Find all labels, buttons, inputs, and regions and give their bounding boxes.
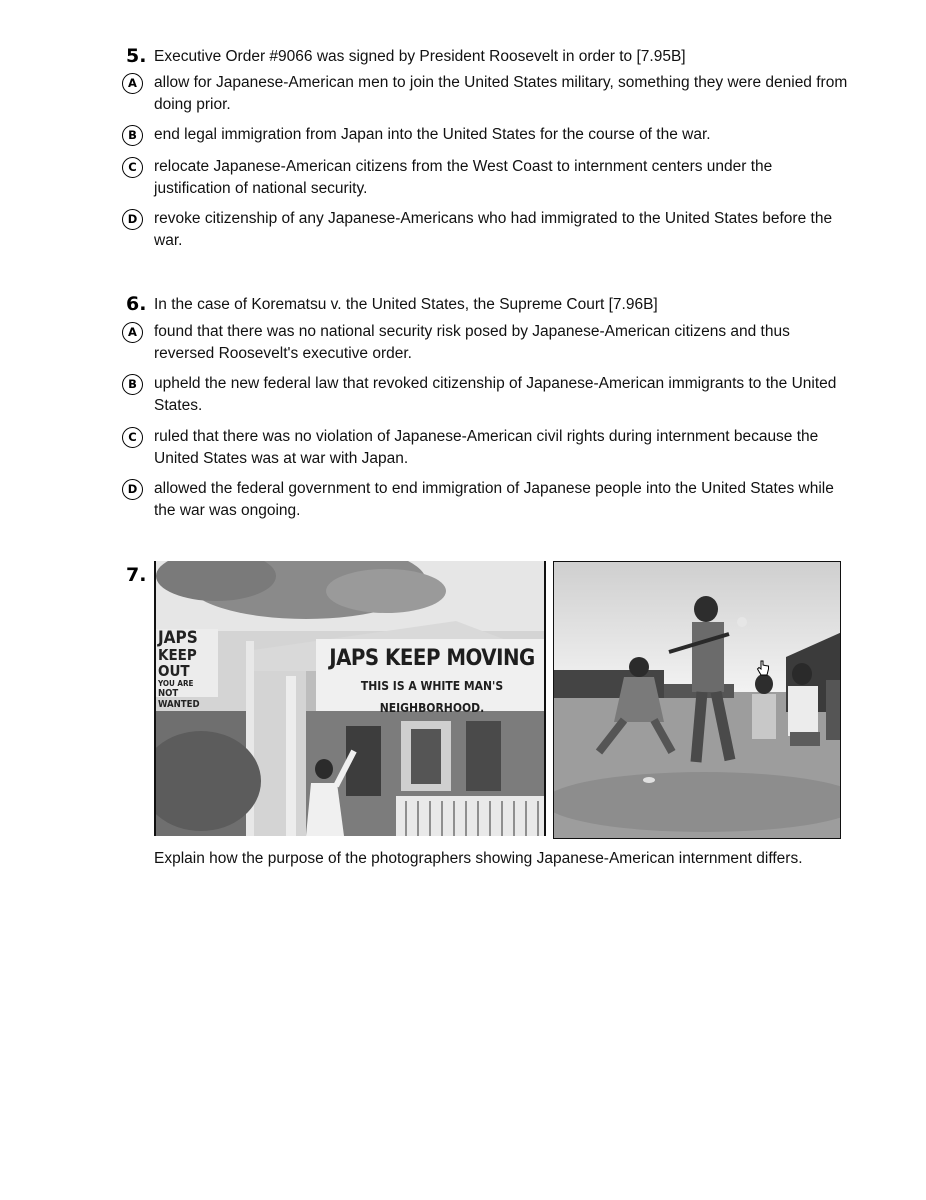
photo-camp-baseball-graphic [554,562,841,839]
option-text[interactable]: upheld the new federal law that revoked citizenship of Japanese-American immigrants to the United States. [154,375,837,414]
photo-camp-baseball [553,561,841,839]
option-text[interactable]: ruled that there was no violation of Japanese-American civil rights during internment because the United States was at war with Japan. [154,428,819,467]
option-badge-c[interactable]: C [122,427,143,448]
question-prompt: Explain how the purpose of the photographers showing Japanese-American internment differs. [154,850,803,867]
sign-small-line: KEEP OUT [158,646,197,680]
question-number: 5. [126,45,147,67]
sign-large-subtitle: THIS IS A WHITE MAN'S NEIGHBORHOOD. [360,679,504,715]
option-text[interactable]: allowed the federal government to end immigration of Japanese people into the United States while the war was ongoing. [154,480,834,519]
option-badge-d[interactable]: D [122,479,143,500]
sign-keep-out [156,628,218,710]
sign-small-line: NOT WANTED [158,688,200,710]
hand-cursor-icon [756,660,770,678]
sign-large-title: JAPS KEEP MOVING [329,646,535,671]
option-badge-b[interactable]: B [122,374,143,395]
option-text[interactable]: allow for Japanese-American men to join the United States military, something they were denied from doing prior. [154,74,848,113]
option-text[interactable]: revoke citizenship of any Japanese-Americans who had immigrated to the United States before the war. [154,210,833,249]
question-number: 7. [126,564,147,586]
question-stem: In the case of Korematsu v. the United States, the Supreme Court [7.96B] [154,296,658,313]
sign-keep-moving [316,639,546,715]
option-badge-a[interactable]: A [122,322,143,343]
option-text[interactable]: end legal immigration from Japan into the United States for the course of the war. [154,126,711,143]
photo-keep-moving-signs [154,561,546,836]
option-badge-c[interactable]: C [122,157,143,178]
question-stem: Executive Order #9066 was signed by President Roosevelt in order to [7.95B] [154,48,686,65]
sign-small-line: YOU ARE [158,679,194,688]
sign-small-line: JAPS [158,628,198,648]
question-number: 6. [126,293,147,315]
option-badge-d[interactable]: D [122,209,143,230]
option-badge-b[interactable]: B [122,125,143,146]
option-text[interactable]: found that there was no national security risk posed by Japanese-American citizens and thus reversed Roosevelt's executive order. [154,323,790,362]
option-badge-a[interactable]: A [122,73,143,94]
option-text[interactable]: relocate Japanese-American citizens from the West Coast to internment centers under the justification of national security. [154,158,773,197]
